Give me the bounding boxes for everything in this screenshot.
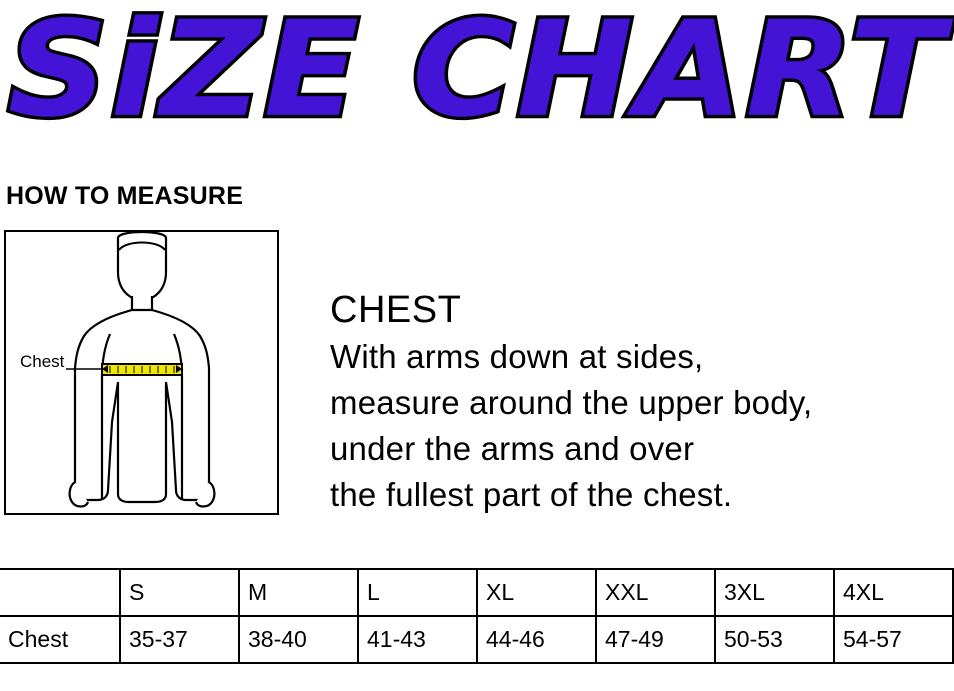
table-cell-chest-xxl: 47-49 bbox=[596, 616, 715, 663]
table-header-row bbox=[0, 569, 953, 616]
chest-description-line-1: With arms down at sides, bbox=[330, 338, 704, 375]
table-header-s: S bbox=[120, 569, 239, 616]
table-header-4xl: 4XL bbox=[834, 569, 953, 616]
page-title: SiZE CHART bbox=[7, 0, 947, 147]
figure-chest-label: Chest bbox=[20, 352, 65, 371]
table-header-xl: XL bbox=[477, 569, 596, 616]
table-header-3xl: 3XL bbox=[715, 569, 834, 616]
table-header-l: L bbox=[358, 569, 477, 616]
table-cell-chest-4xl: 54-57 bbox=[834, 616, 953, 663]
chest-description-line-3: under the arms and over bbox=[330, 430, 695, 467]
table-cell-chest-l: 41-43 bbox=[358, 616, 477, 663]
chest-description-body bbox=[330, 334, 950, 518]
chest-description bbox=[330, 288, 950, 518]
how-to-measure-heading: HOW TO MEASURE bbox=[6, 182, 244, 210]
male-torso-diagram bbox=[6, 232, 277, 513]
table-row bbox=[0, 616, 953, 663]
table-cell-chest-3xl: 50-53 bbox=[715, 616, 834, 663]
chest-description-line-2: measure around the upper body, bbox=[330, 384, 813, 421]
table-header-m: M bbox=[239, 569, 358, 616]
chest-description-line-4: the fullest part of the chest. bbox=[330, 476, 733, 513]
table-cell-chest-xl: 44-46 bbox=[477, 616, 596, 663]
measurement-figure-box bbox=[4, 230, 279, 515]
table-row-label-chest: Chest bbox=[0, 616, 120, 663]
table-header-xxl: XXL bbox=[596, 569, 715, 616]
page-title-banner bbox=[0, 0, 954, 147]
table-corner-cell bbox=[0, 569, 120, 616]
table-cell-chest-s: 35-37 bbox=[120, 616, 239, 663]
size-chart-table bbox=[0, 568, 954, 664]
table-cell-chest-m: 38-40 bbox=[239, 616, 358, 663]
chest-description-title: CHEST bbox=[330, 289, 462, 331]
